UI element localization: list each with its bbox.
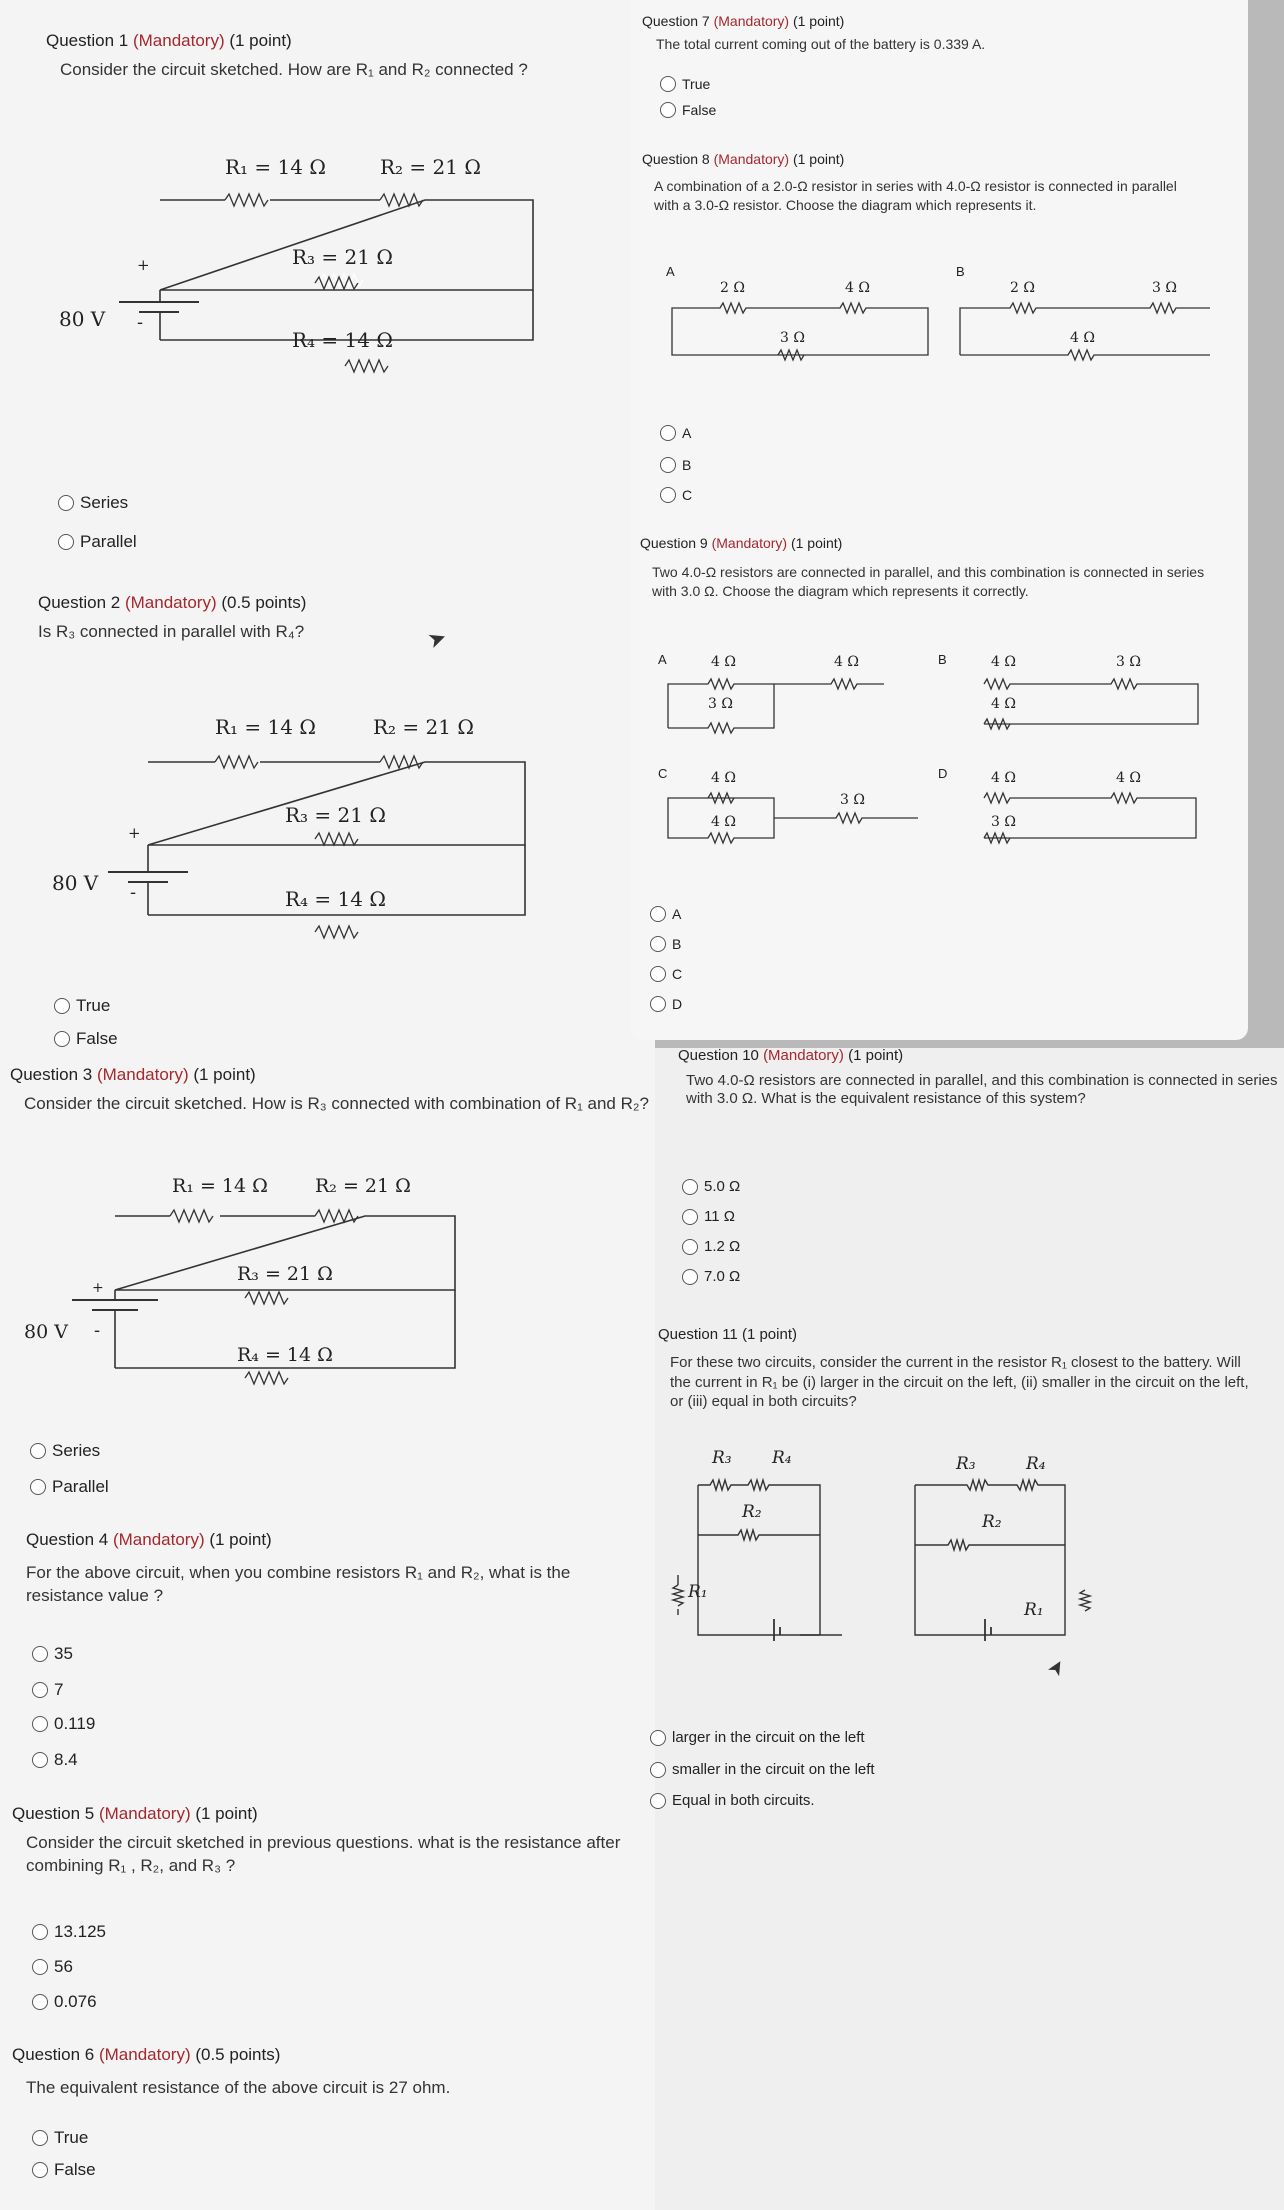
radio-button[interactable] [58,534,74,550]
question-1-text: Consider the circuit sketched. How are R₁ and R₂ connected ? [60,59,528,79]
question-4-text: For the above circuit, when you combine resistors R₁ and R₂, what is the resistance value ? [26,1562,571,1605]
r3-label: R₃ = 21 Ω [292,245,393,269]
r3-label: R₃ [712,1448,732,1468]
question-1 [46,30,626,82]
plus-label: + [92,1280,104,1296]
radio-button[interactable] [650,936,666,952]
q8-option-a[interactable]: A [660,425,691,441]
question-4-title: Question 4 (Mandatory) (1 point) [26,1530,272,1549]
r4-label: R₄ [772,1448,792,1468]
q7-option-false[interactable]: False [660,102,716,118]
radio-button[interactable] [650,966,666,982]
question-3-text: Consider the circuit sketched. How is R₃ connected with combination of R₁ and R₂? [24,1093,649,1113]
question-11 [658,1325,1258,1412]
q4-option-0119[interactable]: 0.119 [32,1714,95,1734]
radio-button[interactable] [660,457,676,473]
resistor-label: 4 Ω [991,770,1016,786]
q4-option-7[interactable]: 7 [32,1680,63,1700]
resistor-label: 2 Ω [1010,280,1035,296]
r4-label: R₄ = 14 Ω [237,1344,333,1366]
radio-button[interactable] [58,495,74,511]
radio-button[interactable] [682,1239,698,1255]
question-10-title: Question 10 (Mandatory) (1 point) [678,1047,904,1064]
mouse-cursor-icon: ➤ [424,623,450,654]
resistor-label: 3 Ω [780,330,805,346]
question-6-title: Question 6 (Mandatory) (0.5 points) [12,2045,281,2064]
r2-label: R₂ [742,1502,762,1522]
q9-option-b[interactable]: B [650,936,681,952]
q9-option-d[interactable]: D [650,996,682,1012]
q10-option-7[interactable]: 7.0 Ω [682,1268,740,1285]
voltage-label: 80 V [24,1321,68,1343]
r4-label: R₄ = 14 Ω [292,328,393,352]
minus-label: - [137,312,144,333]
resistor-label: 3 Ω [1152,280,1177,296]
resistor-label: 3 Ω [840,792,865,808]
radio-button[interactable] [660,76,676,92]
voltage-label: 80 V [59,307,106,331]
radio-button[interactable] [32,2130,48,2146]
resistor-label: 4 Ω [711,654,736,670]
q5-option-0076[interactable]: 0.076 [32,1992,97,2012]
question-6 [12,2044,632,2100]
question-3-title: Question 3 (Mandatory) (1 point) [10,1065,256,1084]
radio-button[interactable] [32,1682,48,1698]
q9-option-c[interactable]: C [650,966,682,982]
q9-diagrams [656,648,1216,848]
q11-option-equal[interactable]: Equal in both circuits. [650,1792,815,1809]
diagram-a-label: A [666,264,675,279]
resistor-label: 4 Ω [834,654,859,670]
r2-label: R₂ = 21 Ω [315,1175,411,1197]
q2-option-false[interactable]: False [54,1029,118,1049]
plus-label: + [137,256,150,274]
circuit-diagram-2 [50,710,550,940]
q4-option-35[interactable]: 35 [32,1644,73,1664]
q4-option-84[interactable]: 8.4 [32,1750,78,1770]
circuit-diagram-3 [20,1175,480,1380]
q9-option-a[interactable]: A [650,906,681,922]
r1-label: R₁ = 14 Ω [225,155,326,179]
q5-option-13125[interactable]: 13.125 [32,1922,106,1942]
question-7 [642,12,1232,54]
question-10-text: Two 4.0-Ω resistors are connected in parallel, and this combination is connected in series with 3.0 Ω. What is the equivalent resistance of this system? [686,1072,1278,1108]
q3-option-series[interactable]: Series [30,1441,100,1461]
q5-option-56[interactable]: 56 [32,1957,73,1977]
resistor-label: 4 Ω [1070,330,1095,346]
r1-label: R₁ = 14 Ω [172,1175,268,1197]
radio-button[interactable] [32,1959,48,1975]
r1-label: R₁ = 14 Ω [215,715,316,739]
minus-label: - [94,1320,101,1341]
question-5-text: Consider the circuit sketched in previous questions. what is the resistance after combining R₁ , R₂, and R₃ ? [26,1832,621,1875]
diagram-b-label: B [956,264,965,279]
r2-label: R₂ [982,1512,1002,1532]
resistor-label: 4 Ω [711,814,736,830]
diagram-c-label: C [658,766,668,781]
radio-button[interactable] [660,425,676,441]
question-11-text: For these two circuits, consider the current in the resistor R₁ closest to the battery. Will the current in R₁ be (i) larger in the circuit on the left, (ii) smaller in the circuit on the left, or (iii) equal in both circuits? [670,1354,1249,1411]
q6-option-true[interactable]: True [32,2128,88,2148]
q11-option-smaller[interactable]: smaller in the circuit on the left [650,1761,875,1778]
q3-option-parallel[interactable]: Parallel [30,1477,109,1497]
radio-button[interactable] [54,998,70,1014]
radio-button[interactable] [54,1031,70,1047]
question-7-text: The total current coming out of the battery is 0.339 A. [656,35,986,52]
question-8-text: A combination of a 2.0-Ω resistor in series with 4.0-Ω resistor is connected in parallel with a 3.0-Ω resistor. Choose the diagram which represents it. [654,177,1177,213]
q11-circuits [660,1445,1100,1665]
q10-option-12[interactable]: 1.2 Ω [682,1238,740,1255]
q10-option-11[interactable]: 11 Ω [682,1208,735,1225]
radio-button[interactable] [650,996,666,1012]
question-10 [678,1046,1278,1108]
resistor-label: 4 Ω [1116,770,1141,786]
radio-button[interactable] [660,487,676,503]
q10-option-5[interactable]: 5.0 Ω [682,1178,740,1195]
q8-option-c[interactable]: C [660,487,692,503]
radio-button[interactable] [650,1793,666,1809]
question-8 [642,150,1202,215]
resistor-label: 4 Ω [711,770,736,786]
r2-label: R₂ = 21 Ω [380,155,481,179]
radio-button[interactable] [32,1716,48,1732]
radio-button[interactable] [650,906,666,922]
question-11-title: Question 11 (1 point) [658,1326,797,1343]
question-5 [12,1803,652,1878]
r3-label: R₃ [956,1454,976,1474]
mouse-cursor-icon: ➤ [1043,1654,1071,1681]
radio-button[interactable] [30,1443,46,1459]
question-2 [38,592,598,644]
diagram-b-label: B [938,652,947,667]
radio-button[interactable] [32,1646,48,1662]
q11-option-larger[interactable]: larger in the circuit on the left [650,1729,865,1746]
question-9-text: Two 4.0-Ω resistors are connected in parallel, and this combination is connected in series with 3.0 Ω. Choose the diagram which represents it correctly. [652,563,1205,599]
resistor-label: 3 Ω [1116,654,1141,670]
r3-label: R₃ = 21 Ω [285,803,386,827]
resistor-label: 3 Ω [708,696,733,712]
question-4 [26,1529,636,1608]
resistor-label: 4 Ω [991,696,1016,712]
question-6-text: The equivalent resistance of the above circuit is 27 ohm. [26,2077,451,2097]
question-2-title: Question 2 (Mandatory) (0.5 points) [38,593,307,612]
r2-label: R₂ = 21 Ω [373,715,474,739]
r1-label: R₁ [1024,1600,1044,1620]
r4-label: R₄ = 14 Ω [285,887,386,911]
voltage-label: 80 V [52,871,99,895]
diagram-d-label: D [938,766,948,781]
q8-diagrams [660,260,1220,370]
question-1-title: Question 1 (Mandatory) (1 point) [46,31,292,50]
r3-label: R₃ = 21 Ω [237,1263,333,1285]
plus-label: + [128,824,141,842]
radio-button[interactable] [682,1179,698,1195]
resistor-label: 2 Ω [720,280,745,296]
circuit-diagram-1 [55,150,555,380]
radio-button[interactable] [682,1269,698,1285]
radio-button[interactable] [32,1752,48,1768]
q6-option-false[interactable]: False [32,2160,96,2180]
resistor-label: 4 Ω [845,280,870,296]
r4-label: R₄ [1026,1454,1046,1474]
diagram-a-label: A [658,652,667,667]
q8-option-b[interactable]: B [660,457,691,473]
resistor-label: 3 Ω [991,814,1016,830]
radio-button[interactable] [650,1730,666,1746]
resistor-label: 4 Ω [991,654,1016,670]
radio-button[interactable] [32,1924,48,1940]
q1-option-parallel[interactable]: Parallel [58,532,137,552]
radio-button[interactable] [660,102,676,118]
question-9-title: Question 9 (Mandatory) (1 point) [640,535,843,551]
question-5-title: Question 5 (Mandatory) (1 point) [12,1804,258,1823]
question-7-title: Question 7 (Mandatory) (1 point) [642,13,845,29]
question-2-text: Is R₃ connected in parallel with R₄? [38,621,305,641]
q1-option-series[interactable]: Series [58,493,128,513]
question-9 [640,534,1220,601]
radio-button[interactable] [30,1479,46,1495]
radio-button[interactable] [682,1209,698,1225]
question-3 [10,1064,655,1116]
radio-button[interactable] [32,1994,48,2010]
question-8-title: Question 8 (Mandatory) (1 point) [642,151,845,167]
minus-label: - [130,882,137,903]
q2-option-true[interactable]: True [54,996,110,1016]
radio-button[interactable] [32,2162,48,2178]
r1-label: R₁ [688,1582,708,1602]
radio-button[interactable] [650,1762,666,1778]
q7-option-true[interactable]: True [660,76,710,92]
